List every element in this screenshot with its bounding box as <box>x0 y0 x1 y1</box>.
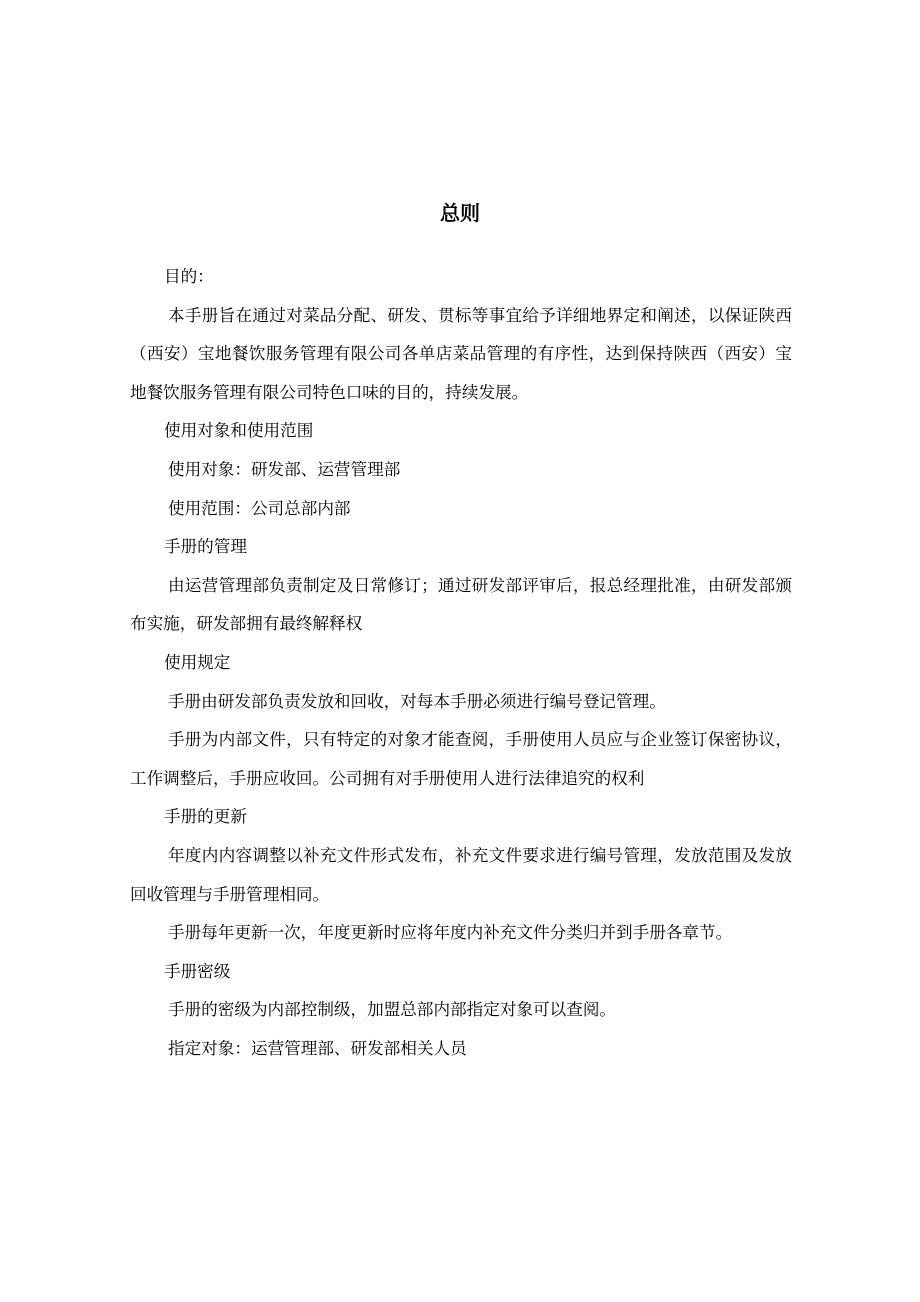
section-updates <box>130 798 792 952</box>
section-scope <box>130 412 792 528</box>
paragraph: 手册为内部文件，只有特定的对象才能查阅，手册使用人员应与企业签订保密协议，工作调整后，手册应收回。公司拥有对手册使用人进行法律追究的权利 <box>130 730 792 788</box>
document-title: 总则 <box>440 201 480 225</box>
section-heading: 使用规定 <box>164 652 231 672</box>
paragraph: 手册由研发部负责发放和回收，对每本手册必须进行编号登记管理。 <box>168 691 666 711</box>
paragraph: 手册每年更新一次，年度更新时应将年度内补充文件分类归并到手册各章节。 <box>168 923 733 943</box>
paragraph: 本手册旨在通过对菜品分配、研发、贯标等事宜给予详细地界定和阐述，以保证陕西（西安）宝地餐饮服务管理有限公司各单店菜品管理的有序性，达到保持陕西（西安）宝地餐饮服务管理有限公司特色口味的目的，持续发展。 <box>130 305 792 402</box>
document-body <box>130 258 792 1068</box>
paragraph: 使用对象：研发部、运营管理部 <box>168 459 401 479</box>
section-heading: 手册的管理 <box>164 537 247 557</box>
paragraph: 使用范围：公司总部内部 <box>168 498 351 518</box>
section-heading: 手册的更新 <box>164 807 247 827</box>
section-management <box>130 528 792 644</box>
paragraph: 年度内内容调整以补充文件形式发布，补充文件要求进行编号管理，发放范围及发放回收管理与手册管理相同。 <box>130 845 792 904</box>
section-heading: 手册密级 <box>164 961 231 981</box>
paragraph: 指定对象：运营管理部、研发部相关人员 <box>168 1038 467 1058</box>
section-heading: 使用对象和使用范围 <box>164 421 314 441</box>
section-usage-rules <box>130 644 792 798</box>
section-heading: 目的： <box>164 267 214 286</box>
section-purpose <box>130 258 792 412</box>
paragraph: 由运营管理部负责制定及日常修订；通过研发部评审后，报总经理批准，由研发部颁布实施，研发部拥有最终解释权 <box>130 575 792 634</box>
section-confidentiality <box>130 953 792 1069</box>
paragraph: 手册的密级为内部控制级，加盟总部内部指定对象可以查阅。 <box>168 1000 617 1020</box>
